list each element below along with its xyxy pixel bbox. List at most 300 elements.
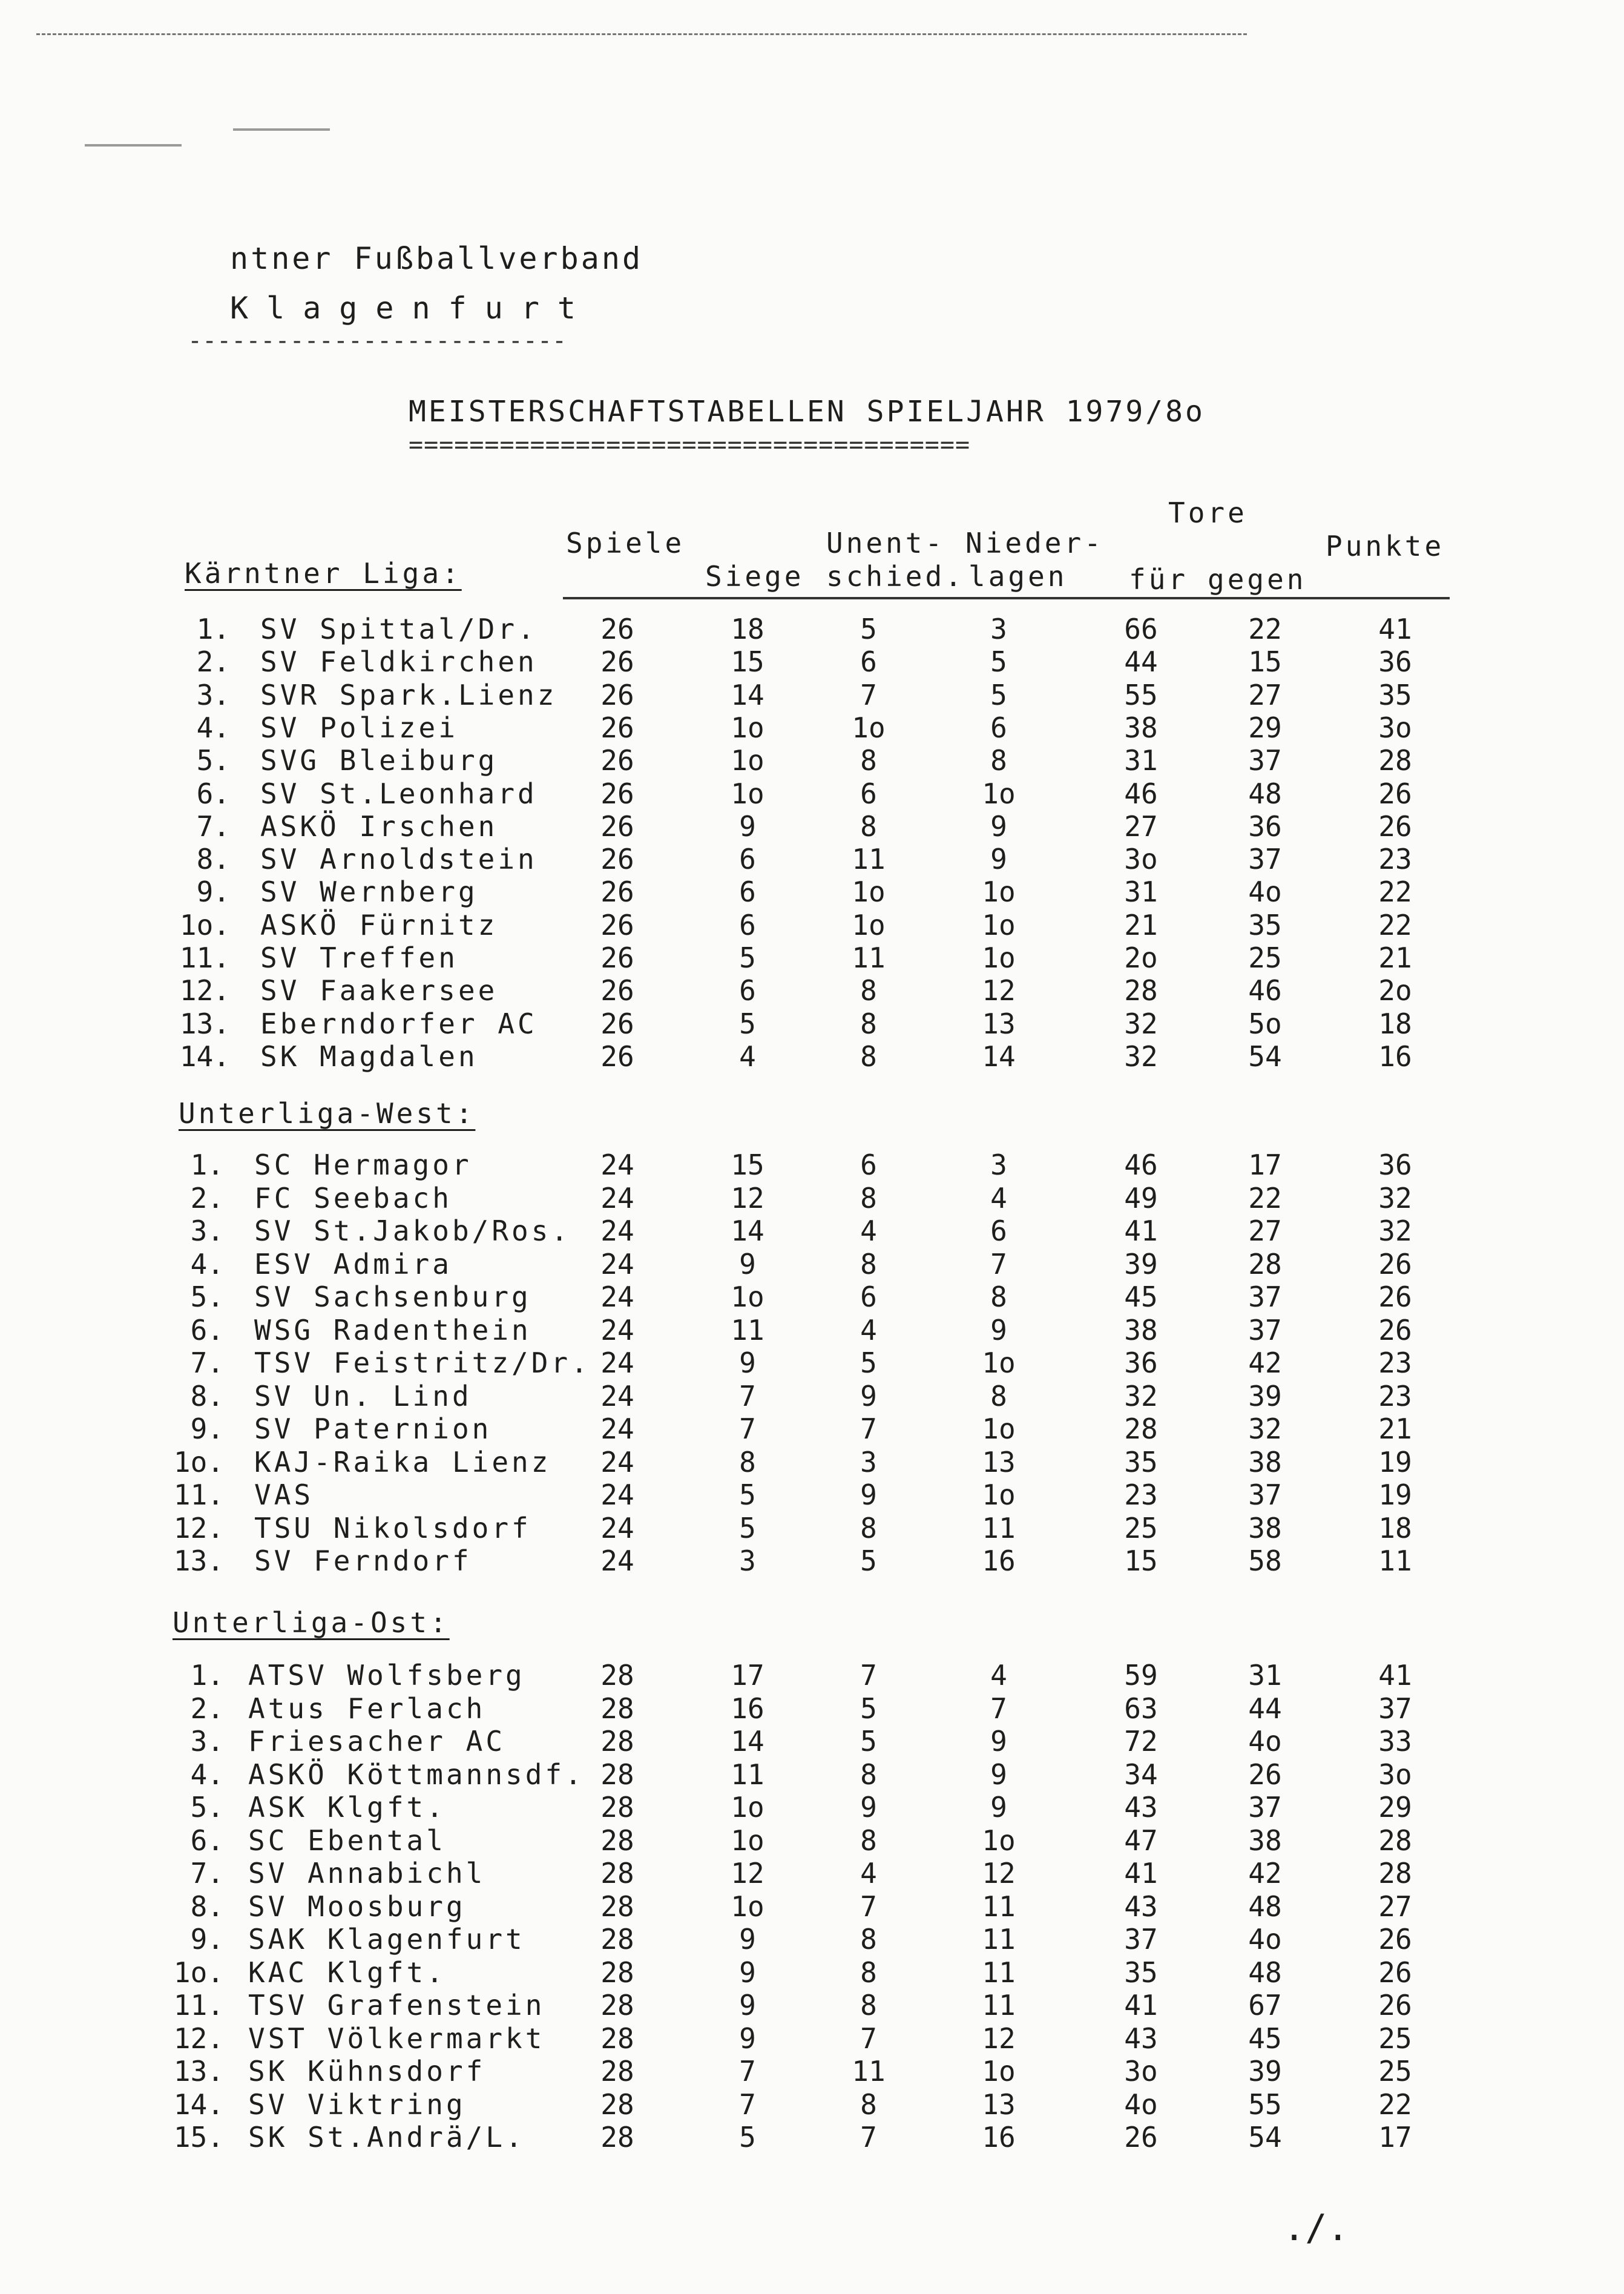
table-row [0,1725,1624,1758]
unent-cell: 11 [852,2055,886,2088]
nieder-cell: 1o [982,1412,1016,1445]
gegen-cell: 45 [1248,2022,1282,2055]
punkte-cell: 37 [1378,1692,1412,1725]
nieder-cell: 7 [990,1692,1007,1725]
fuer-cell: 36 [1124,1346,1158,1379]
unent-cell: 8 [860,1040,877,1073]
siege-cell: 15 [731,645,764,679]
team-cell: SV Arnoldstein [260,843,537,876]
spiele-cell: 24 [600,1478,634,1511]
table-row [0,1791,1624,1824]
gegen-cell: 44 [1248,1692,1282,1725]
team-cell: ASKÖ Irschen [260,809,498,843]
gegen-cell: 27 [1248,1215,1282,1247]
nieder-cell: 1o [982,2055,1016,2088]
siege-cell: 1o [731,711,764,744]
gegen-cell: 54 [1248,2121,1282,2154]
spiele-cell: 24 [600,1445,634,1478]
team-cell: ASKÖ Fürnitz [260,908,498,941]
team-cell: SV Paternion [254,1412,492,1445]
team-cell: WSG Radenthein [254,1313,531,1346]
spiele-cell: 28 [600,1725,634,1758]
gegen-cell: 17 [1248,1149,1282,1181]
unent-cell: 9 [860,1478,877,1511]
siege-cell: 1o [731,777,764,810]
team-cell: SVR Spark.Lienz [260,678,557,711]
team-cell: Atus Ferlach [248,1692,486,1725]
punkte-cell: 26 [1378,1989,1412,2022]
siege-cell: 11 [731,1313,764,1346]
section-title-kaerntner-liga: Kärntner Liga: [185,557,462,590]
table-row [0,1857,1624,1890]
gegen-cell: 22 [1248,1181,1282,1215]
fuer-cell: 32 [1124,1007,1158,1040]
nieder-cell: 6 [990,1215,1007,1247]
unent-cell: 6 [860,1280,877,1313]
nieder-cell: 9 [990,809,1007,843]
punkte-cell: 21 [1378,1412,1412,1445]
col-header-nieder: Nieder- [965,527,1104,559]
siege-cell: 15 [731,1149,764,1181]
unent-cell: 8 [860,1956,877,1989]
punkte-cell: 28 [1378,1824,1412,1857]
table-row [0,744,1624,777]
table-row [0,2088,1624,2121]
rank-cell: 2. [196,645,230,679]
team-cell: SC Hermagor [254,1149,472,1181]
spiele-cell: 26 [600,908,634,941]
gegen-cell: 35 [1248,908,1282,941]
punkte-cell: 23 [1378,843,1412,876]
nieder-cell: 3 [990,1149,1007,1181]
spiele-cell: 28 [600,1824,634,1857]
nieder-cell: 1o [982,1346,1016,1379]
siege-cell: 1o [731,1280,764,1313]
spiele-cell: 26 [600,744,634,777]
unent-cell: 8 [860,1181,877,1215]
nieder-cell: 1o [982,777,1016,810]
spiele-cell: 28 [600,1692,634,1725]
col-header-schied: schied. [826,560,965,593]
table-row [0,1890,1624,1923]
rank-cell: 11. [173,1478,224,1511]
fuer-cell: 41 [1124,1215,1158,1247]
punkte-cell: 16 [1378,1040,1412,1073]
nieder-cell: 3 [990,613,1007,645]
nieder-cell: 4 [990,1181,1007,1215]
team-cell: SV Feldkirchen [260,645,537,679]
fuer-cell: 47 [1124,1824,1158,1857]
siege-cell: 5 [739,1007,756,1040]
punkte-cell: 22 [1378,908,1412,941]
punkte-cell: 23 [1378,1346,1412,1379]
fuer-cell: 37 [1124,1923,1158,1956]
punkte-cell: 3o [1378,1758,1412,1791]
spiele-cell: 24 [600,1379,634,1412]
col-header-unent: Unent- [826,527,945,559]
rank-cell: 5. [190,1791,224,1824]
nieder-cell: 11 [982,1956,1016,1989]
siege-cell: 17 [731,1659,764,1692]
spiele-cell: 28 [600,1890,634,1923]
unent-cell: 5 [860,613,877,645]
nieder-cell: 12 [982,1857,1016,1890]
table-row [0,1182,1624,1215]
unent-cell: 4 [860,1313,877,1346]
fuer-cell: 43 [1124,1890,1158,1923]
gegen-cell: 37 [1248,843,1282,876]
fuer-cell: 34 [1124,1758,1158,1791]
unent-cell: 5 [860,1544,877,1577]
scan-artifact-top-line [36,33,1247,35]
team-cell: SVG Bleiburg [260,744,498,777]
punkte-cell: 27 [1378,1890,1412,1923]
unent-cell: 1o [852,908,886,941]
section-title-unterliga-west: Unterliga-West: [179,1097,476,1130]
unent-cell: 1o [852,711,886,744]
siege-cell: 16 [731,1692,764,1725]
rank-cell: 12. [179,974,230,1007]
unent-cell: 8 [860,1923,877,1956]
team-cell: SK St.Andrä/L. [248,2121,525,2154]
unent-cell: 7 [860,1659,877,1692]
siege-cell: 1o [731,1890,764,1923]
spiele-cell: 24 [600,1247,634,1280]
unent-cell: 5 [860,1692,877,1725]
fuer-cell: 31 [1124,744,1158,777]
unent-cell: 7 [860,678,877,711]
siege-cell: 4 [739,1040,756,1073]
nieder-cell: 8 [990,1280,1007,1313]
table-row [0,1692,1624,1725]
siege-cell: 7 [739,1412,756,1445]
rank-cell: 6. [196,777,230,810]
unent-cell: 7 [860,1412,877,1445]
team-cell: TSU Nikolsdorf [254,1511,531,1544]
team-cell: SV Un. Lind [254,1379,472,1412]
gegen-cell: 25 [1248,941,1282,974]
spiele-cell: 26 [600,645,634,679]
gegen-cell: 22 [1248,613,1282,645]
punkte-cell: 26 [1378,1280,1412,1313]
siege-cell: 9 [739,1923,756,1956]
gegen-cell: 38 [1248,1511,1282,1544]
gegen-cell: 5o [1248,1007,1282,1040]
gegen-cell: 48 [1248,1890,1282,1923]
fuer-cell: 46 [1124,1149,1158,1181]
team-cell: Eberndorfer AC [260,1007,537,1040]
unent-cell: 8 [860,1758,877,1791]
spiele-cell: 24 [600,1181,634,1215]
fuer-cell: 41 [1124,1989,1158,2022]
siege-cell: 9 [739,1989,756,2022]
fuer-cell: 28 [1124,974,1158,1007]
table-row [0,1446,1624,1478]
gegen-cell: 46 [1248,974,1282,1007]
table-row [0,2121,1624,2154]
spiele-cell: 26 [600,875,634,909]
rank-cell: 1. [190,1659,224,1692]
fuer-cell: 35 [1124,1445,1158,1478]
team-cell: SAK Klagenfurt [248,1923,525,1956]
gegen-cell: 54 [1248,1040,1282,1073]
unent-cell: 8 [860,1824,877,1857]
fuer-cell: 31 [1124,875,1158,909]
team-cell: ASK Klgft. [248,1791,446,1824]
punkte-cell: 28 [1378,1857,1412,1890]
table-row [0,1923,1624,1956]
spiele-cell: 24 [600,1346,634,1379]
rank-cell: 13. [173,2055,224,2088]
continuation-mark: ./. [1283,2207,1349,2249]
nieder-cell: 12 [982,974,1016,1007]
unent-cell: 7 [860,2022,877,2055]
table-row [0,1512,1624,1544]
punkte-cell: 26 [1378,1923,1412,1956]
unent-cell: 6 [860,777,877,810]
team-cell: KAC Klgft. [248,1956,446,1989]
punkte-cell: 26 [1378,777,1412,810]
gegen-cell: 39 [1248,1379,1282,1412]
team-cell: SK Kühnsdorf [248,2055,486,2088]
punkte-cell: 26 [1378,1313,1412,1346]
table-row [0,1544,1624,1577]
siege-cell: 5 [739,2121,756,2154]
nieder-cell: 1o [982,1478,1016,1511]
fuer-cell: 38 [1124,711,1158,744]
unent-cell: 8 [860,974,877,1007]
punkte-cell: 32 [1378,1181,1412,1215]
fuer-cell: 46 [1124,777,1158,810]
siege-cell: 9 [739,1956,756,1989]
gegen-cell: 67 [1248,1989,1282,2022]
rank-cell: 1. [196,613,230,645]
siege-cell: 9 [739,1346,756,1379]
nieder-cell: 11 [982,1923,1016,1956]
unent-cell: 11 [852,941,886,974]
punkte-cell: 21 [1378,941,1412,974]
rank-cell: 3. [190,1725,224,1758]
siege-cell: 12 [731,1181,764,1215]
gegen-cell: 37 [1248,1791,1282,1824]
gegen-cell: 58 [1248,1544,1282,1577]
punkte-cell: 17 [1378,2121,1412,2154]
nieder-cell: 13 [982,1007,1016,1040]
unent-cell: 8 [860,1007,877,1040]
team-cell: Friesacher AC [248,1725,506,1758]
unent-cell: 5 [860,1725,877,1758]
fuer-cell: 44 [1124,645,1158,679]
col-header-fuer: für [1129,563,1189,596]
nieder-cell: 12 [982,2022,1016,2055]
rank-cell: 13. [179,1007,230,1040]
rank-cell: 1o. [179,908,230,941]
col-header-spiele: Spiele [566,527,685,559]
siege-cell: 6 [739,974,756,1007]
fuer-cell: 15 [1124,1544,1158,1577]
team-cell: SC Ebental [248,1824,446,1857]
table-row [0,1215,1624,1247]
table-row [0,974,1624,1007]
spiele-cell: 28 [600,2055,634,2088]
table-row [0,2022,1624,2055]
siege-cell: 1o [731,744,764,777]
rank-cell: 14. [179,1040,230,1073]
gegen-cell: 4o [1248,1725,1282,1758]
unent-cell: 8 [860,1247,877,1280]
team-cell: VST Völkermarkt [248,2022,545,2055]
rank-cell: 8. [196,843,230,876]
col-header-siege: Siege [705,560,804,593]
team-cell: ESV Admira [254,1247,452,1280]
title-double-rule: ===================================== [409,431,971,459]
team-cell: FC Seebach [254,1181,452,1215]
rank-cell: 1o. [173,1445,224,1478]
rank-cell: 11. [179,941,230,974]
unent-cell: 9 [860,1791,877,1824]
punkte-cell: 28 [1378,744,1412,777]
unent-cell: 4 [860,1857,877,1890]
fuer-cell: 66 [1124,613,1158,645]
gegen-cell: 15 [1248,645,1282,679]
spiele-cell: 28 [600,1956,634,1989]
team-cell: SV Spittal/Dr. [260,613,537,645]
rank-cell: 7. [196,809,230,843]
rank-cell: 14. [173,2088,224,2121]
rank-cell: 4. [190,1758,224,1791]
table-row [0,645,1624,678]
punkte-cell: 19 [1378,1478,1412,1511]
fuer-cell: 63 [1124,1692,1158,1725]
spiele-cell: 24 [600,1412,634,1445]
fuer-cell: 23 [1124,1478,1158,1511]
unent-cell: 9 [860,1379,877,1412]
spiele-cell: 26 [600,941,634,974]
nieder-cell: 7 [990,1247,1007,1280]
team-cell: SK Magdalen [260,1040,478,1073]
team-cell: TSV Feistritz/Dr. [254,1346,591,1379]
unent-cell: 1o [852,875,886,909]
team-cell: SV Annabichl [248,1857,486,1890]
fuer-cell: 3o [1124,2055,1158,2088]
table-row [0,1248,1624,1280]
rank-cell: 9. [196,875,230,909]
rank-cell: 11. [173,1989,224,2022]
siege-cell: 7 [739,2088,756,2121]
gegen-cell: 29 [1248,711,1282,744]
table-row [0,875,1624,908]
table-row [0,777,1624,810]
team-cell: SV St.Jakob/Ros. [254,1215,571,1247]
gegen-cell: 37 [1248,744,1282,777]
fuer-cell: 43 [1124,2022,1158,2055]
punkte-cell: 36 [1378,645,1412,679]
nieder-cell: 8 [990,744,1007,777]
nieder-cell: 16 [982,2121,1016,2154]
punkte-cell: 35 [1378,678,1412,711]
table-row [0,1346,1624,1379]
table-row [0,1659,1624,1692]
punkte-cell: 22 [1378,875,1412,909]
nieder-cell: 11 [982,1890,1016,1923]
siege-cell: 5 [739,1478,756,1511]
header-underline: -------------------------- [188,327,567,355]
fuer-cell: 2o [1124,941,1158,974]
nieder-cell: 14 [982,1040,1016,1073]
siege-cell: 6 [739,875,756,909]
unent-cell: 6 [860,645,877,679]
nieder-cell: 8 [990,1379,1007,1412]
nieder-cell: 1o [982,875,1016,909]
fuer-cell: 27 [1124,809,1158,843]
siege-cell: 14 [731,1215,764,1247]
gegen-cell: 38 [1248,1445,1282,1478]
fuer-cell: 55 [1124,678,1158,711]
gegen-cell: 37 [1248,1478,1282,1511]
rank-cell: 9. [190,1412,224,1445]
spiele-cell: 24 [600,1511,634,1544]
unent-cell: 8 [860,2088,877,2121]
rank-cell: 12. [173,2022,224,2055]
col-header-tore: Tore [1168,496,1248,529]
spiele-cell: 28 [600,1758,634,1791]
table-row [0,1412,1624,1445]
spiele-cell: 26 [600,678,634,711]
siege-cell: 14 [731,678,764,711]
gegen-cell: 4o [1248,875,1282,909]
gegen-cell: 37 [1248,1280,1282,1313]
fuer-cell: 21 [1124,908,1158,941]
table-row [0,941,1624,974]
rank-cell: 2. [190,1692,224,1725]
section-title-unterliga-ost: Unterliga-Ost: [173,1606,450,1639]
table-row [0,1824,1624,1857]
association-name: ntner Fußballverband [230,241,643,276]
table-row [0,679,1624,711]
punkte-cell: 18 [1378,1511,1412,1544]
siege-cell: 7 [739,2055,756,2088]
unent-cell: 5 [860,1346,877,1379]
gegen-cell: 37 [1248,1313,1282,1346]
siege-cell: 18 [731,613,764,645]
rank-cell: 8. [190,1379,224,1412]
fuer-cell: 72 [1124,1725,1158,1758]
siege-cell: 1o [731,1824,764,1857]
rank-cell: 2. [190,1181,224,1215]
siege-cell: 11 [731,1758,764,1791]
rank-cell: 1. [190,1149,224,1181]
spiele-cell: 24 [600,1544,634,1577]
team-cell: TSV Grafenstein [248,1989,545,2022]
nieder-cell: 16 [982,1544,1016,1577]
rank-cell: 4. [190,1247,224,1280]
table-row [0,711,1624,744]
spiele-cell: 28 [600,1791,634,1824]
team-cell: SV Sachsenburg [254,1280,531,1313]
punkte-cell: 2o [1378,974,1412,1007]
fuer-cell: 59 [1124,1659,1158,1692]
nieder-cell: 5 [990,645,1007,679]
rank-cell: 3. [190,1215,224,1247]
punkte-cell: 26 [1378,1956,1412,1989]
unent-cell: 4 [860,1215,877,1247]
spiele-cell: 28 [600,2121,634,2154]
spiele-cell: 26 [600,1040,634,1073]
siege-cell: 9 [739,2022,756,2055]
team-cell: SV Viktring [248,2088,466,2121]
team-cell: SV Polizei [260,711,458,744]
rank-cell: 5. [190,1280,224,1313]
